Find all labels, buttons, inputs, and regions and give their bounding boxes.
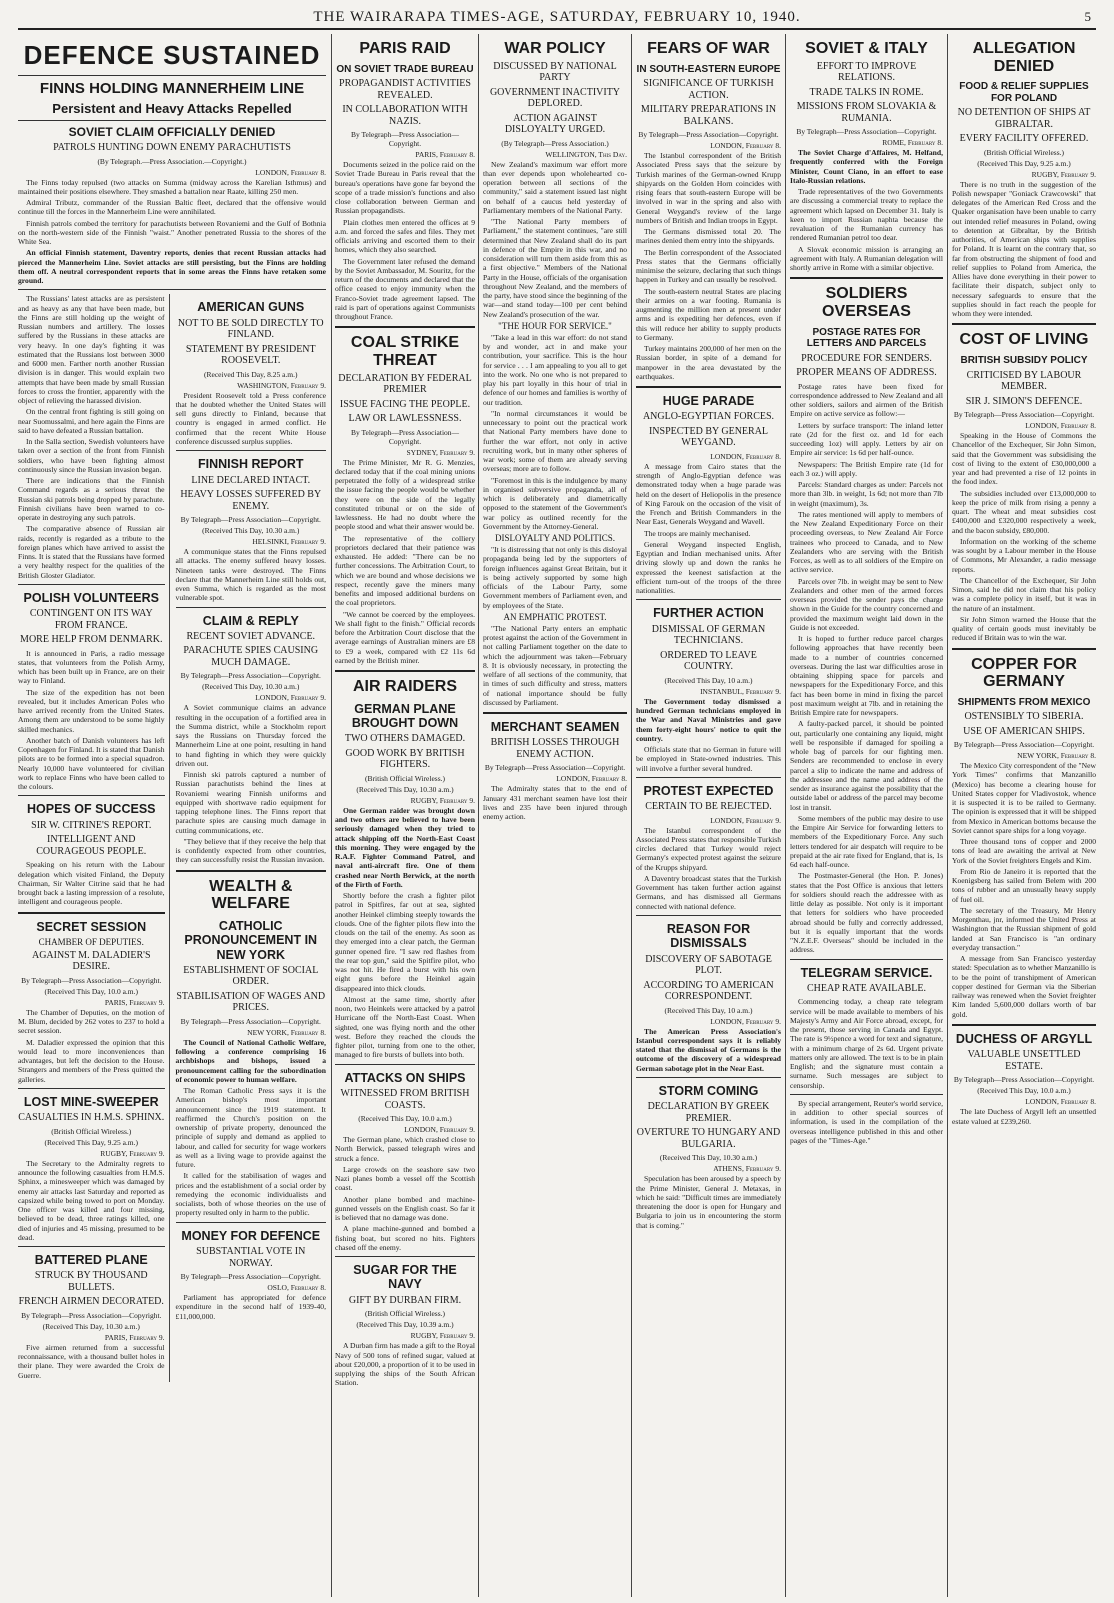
article-parade xyxy=(636,394,781,595)
crosshead: DISLOYALTY AND POLITICS. xyxy=(494,533,616,544)
paragraph: "We cannot be coerced by the employees. We shall fight to the finish." Official records before the Arbitration Court disclose that the average earnings of Australian miners are £8 to £9 a week, compared with £2 11s 6d earned by the British miner. xyxy=(335,609,475,665)
credit-line: (British Official Wireless.) xyxy=(983,147,1065,157)
paragraph: "Foremost in this is the indulgence by many in organised subversive propaganda, all of which is deliberately and diametrically opposed to the statement of the Government's war policy as outlined recently for the Government by the Attorney-General. xyxy=(483,475,627,531)
headline: SECRET SESSION xyxy=(36,919,147,934)
dateline: PARIS, February 9. xyxy=(104,1332,165,1342)
subheadline: DECLARATION BY GREEK PREMIER. xyxy=(647,1101,770,1124)
paragraph: Another batch of Danish volunteers has left Copenhagen for Finland. It is stated that Danish pilots are to be formed into a special squadron. Nearly 10,000 have volunteered for civilian work to replace Finns who have been called to the colours. xyxy=(18,735,165,792)
dateline: RUGBY, February 9. xyxy=(410,795,475,805)
dateline: HELSINKI, February 9. xyxy=(252,537,326,546)
dateline: NEW YORK, February 8. xyxy=(1017,751,1096,761)
paragraph: Speaking on his return with the Labour delegation which visited Finland, the Deputy Chairman, Sir Walter Citrine said that he had brought back a lasting impression of a resolute, intelligent and courageous people. xyxy=(18,860,165,907)
subheadline: ACTION AGAINST DISLOYALTY URGED. xyxy=(504,112,606,136)
subheadline: WITNESSED FROM BRITISH COASTS. xyxy=(340,1088,470,1111)
dateline: WASHINGTON, February 9. xyxy=(237,380,326,390)
dateline: ATHENS, February 9. xyxy=(713,1164,781,1174)
paragraph: The south-eastern neutral States are placing their armies on a war footing. Rumania is augmenting the million men at present under arms and is expediting her defences, even if this will reduce her ability to supply products to Germany. xyxy=(636,286,781,342)
paragraph: A plane machine-gunned and bombed a fishing boat, but scored no hits. Fighters chased off the enemy. xyxy=(335,1224,475,1252)
subheadline: ANGLO-EGYPTIAN FORCES. xyxy=(642,411,775,423)
article-shipsattack xyxy=(335,1071,475,1252)
article-soldiers xyxy=(790,285,943,954)
credit-line: By Telegraph—Press Association—Copyright. xyxy=(180,1272,321,1282)
paragraph: A message from San Francisco yesterday stated: Speculation as to whether Manzanillo is to be the point of transhipment of American copper destined for German via the Siberian railway was renewed when the Soviet freighter Kim landed 5,600,000 dollars worth of bar gold. xyxy=(952,954,1096,1019)
paragraph: The troops are mainly mechanised. xyxy=(644,528,751,538)
article-copper xyxy=(952,656,1096,1019)
dateline: WELLINGTON, This Day. xyxy=(545,149,627,159)
headline: ALLEGATION DENIED xyxy=(972,40,1076,75)
paragraph: The Secretary to the Admiralty regrets to announce the following casualties from H.M.S. Sphinx, a minesweeper which was damaged by enemy air attacks last Saturday and reported as capsized while being towed to port on Monday. One officer was killed and four missing, believed to be dead, three ratings killed, one died of injuries and 45 missing, presumed to be dead. xyxy=(18,1158,165,1242)
subheadline: DECLARATION BY FEDERAL PREMIER xyxy=(338,372,472,396)
subheadline: CONTINGENT ON ITS WAY FROM FRANCE. xyxy=(29,608,153,631)
paragraph: The secretary of the Treasury, Mr Henry Morgenthau, jnr, informed the United Press at Washington that the Russian shipment of gold landed at San Francisco is "an ordinary everyday transaction." xyxy=(952,905,1096,952)
paragraph: Parliament has appropriated for defence expenditure in the second half of 1939-40, £11,000,000. xyxy=(175,1293,326,1321)
credit-line: (By Telegraph—Press Association.) xyxy=(501,138,609,148)
paragraph: Almost at the same time, shortly after noon, two Heinkels were attacked by a patrol Hurricane off the North-East Coast. When sighted, one was flying north and the other west. Before they reached the clouds the fighter pilot, turning from one to the other, managed to fire bursts of bullets into both. xyxy=(335,994,475,1060)
subheadline: DISCOVERY OF SABOTAGE PLOT. xyxy=(645,953,772,977)
paragraph: "It is distressing that not only is this disloyal propaganda being led by the supporters of foreign influences against Great Britain, but it is being actively supported by some high officials of the Labour Party, some Government members of Parliament even, and by employees of the State. xyxy=(483,545,627,610)
dateline: LONDON, February 8. xyxy=(556,774,627,784)
paragraph: On the central front fighting is still going on near Suomussalmi, and here again the Finns are said to have defeated a Russian battalion. xyxy=(18,407,165,435)
subheadline: CHEAP RATE AVAILABLE. xyxy=(807,982,926,994)
paragraph: The rates mentioned will apply to members of the New Zealand Expeditionary Force on their proceeding overseas, to New Zealand Air Force trainees who proceed to Canada, and to New Zealanders who are serving with the British Forces, as well as to all soldiers of the Empire on active service. xyxy=(790,509,943,575)
paragraph: The comparative absence of Russian air raids, recently is regarded as a tribute to the foreign planes which have arrived to assist the Finns. It is stated that the Russians have formed a very healthy respect for the qualities of the British Gloster Gladiator. xyxy=(18,524,165,580)
received-line: (Received This Day, 10.30 a.m.) xyxy=(356,784,454,794)
headline: STORM COMING xyxy=(658,1083,759,1098)
subheadline: SIGNIFICANCE OF TURKISH ACTION. xyxy=(643,78,774,101)
subheadline: SIR W. CITRINE'S REPORT. xyxy=(31,819,152,831)
paragraph: The Prime Minister, Mr R. G. Menzies, declared today that if the coal mining unions perpetrated the folly of a widespread strike the issue facing the people would be whether they were on the side of the legally constituted tribunal or on the side of lawlessness. He had no doubt where the people stood and what their answer would be. xyxy=(335,457,475,532)
paragraph: There are indications that the Finnish Command regards as a serious threat the Russian ski patrols being dropped by parachute. Finnish civilians have been warned to co-operate in destroying any such patrols. xyxy=(18,476,165,522)
credit-line: By Telegraph—Press Association—Copyright. xyxy=(953,1075,1095,1085)
paragraph: There is no truth in the suggestion of the Polish newspaper "Goniack Crawcowski" that delegates of the American Red Cross and the Quaker organisation have been unable to carry out intended relief measures in Poland, owing to detention at Gibraltar, by the British authorities, of American ships with supplies for Poland. It is learnt on the contrary that, so far from obstructing the shipment of food and relief supplies to Poland from America, the Allies have done everything in their power to facilitate their dispatch, subject only to necessary safeguards to ensure that the supplies should in fact reach the people for whom they were intended. xyxy=(952,179,1096,319)
article-defence xyxy=(18,40,326,285)
credit-line: By Telegraph—Press Association—Copyright. xyxy=(21,975,162,985)
subheadline: PARACHUTE SPIES CAUSING MUCH DAMAGE. xyxy=(183,645,319,668)
paragraph: Another plane bombed and machine-gunned vessels on the English coast. So far it is believed that no damage was done. xyxy=(335,1194,475,1222)
paragraph: Letters by surface transport: The inland letter rate (2d for the first oz. and 1d for each succeeding 1oz) will apply. Letters by air on Empire air service: 1s 6d per half-ounce. xyxy=(790,420,943,458)
column-6 xyxy=(790,34,943,1597)
paragraph: Some members of the public may desire to use the Empire Air Service for forwarding letters to members of the Expeditionary Force. Any such letters tendered for air despatch will require to be prepaid at the air rate fixed for England, that is, 1s 6d each half-ounce. xyxy=(790,813,943,870)
paragraph: "The National Party members of Parliament," the statement continues, "are still determined that New Zealand shall do its part in defence of the Empire in this war, and no consideration will turn them aside from this as a first objective." Members of the National Party in the House, officials of the organisation throughout New Zealand, and the members of the party, have stood since the beginning of the war—and stand today—100 per cent behind New Zealand's prosecution of the war. xyxy=(483,217,627,319)
paragraph: A Slovak economic mission is arranging an agreement with Italy. A Rumanian delegation will shortly arrive in Rome with a similar objective. xyxy=(790,244,943,273)
credit-line: By Telegraph—Press Association—Copyright. xyxy=(180,671,321,681)
column-4 xyxy=(483,34,627,1597)
headline: DUCHESS OF ARGYLL xyxy=(955,1031,1093,1046)
received-line: (Received This Day, 10.0 a.m.) xyxy=(977,1086,1071,1096)
paragraph: One German raider was brought down and two others are believed to have been seriously damaged when they tried to attack shipping off the North-East Coast this morning. They were engaged by the R.A.F. Fighter Command Patrol, and naval anti-aircraft fire. One of them crashed near North Berwick, at the north of the Firth of Forth. xyxy=(335,805,475,889)
headline: PARIS RAID xyxy=(359,40,451,57)
dateline: OSLO, February 8. xyxy=(267,1283,326,1293)
paragraph: The Government today dismissed a hundred German technicians employed in the War and Naval Ministries and gave them forty-eight hours' notice to quit the country. xyxy=(636,696,781,743)
credit-line: (British Official Wireless.) xyxy=(51,1126,132,1136)
credit-line: By Telegraph—Press Association—Copyright. xyxy=(953,410,1095,420)
paragraph: A Daventry broadcast states that the Turkish Government has taken further action against Germans, and has dismissed all Germans connected with national defence. xyxy=(636,873,781,911)
article-sugar xyxy=(335,1263,475,1388)
received-line: (Received This Day, 9.25 a.m.) xyxy=(44,1137,139,1147)
paragraph: Commencing today, a cheap rate telegram service will be made available to members of his Majesty's Army and Air Force abroad, except, for the present, those serving in Canada and Egypt. The rate is 9½pence a word for text and signature, with a minimum charge of 2s 6d. Urgent private matters only are allowed. The text is to be in plain English; and the signature must contain a surname. Such messages are subject to censorship. xyxy=(790,997,943,1090)
received-line: (Received This Day, 9.25 a.m.) xyxy=(977,158,1071,168)
paragraph: The Istanbul correspondent of the Associated Press states that responsible Turkish circles declared that Turkey would reject Germany's expected protest against the seizure of the Krupps shipyard. xyxy=(636,825,781,872)
credit-line: By Telegraph—Press Association—Copyright. xyxy=(21,1310,162,1320)
paragraph: It is announced in Paris, a radio message states, that volunteers from the Polish Army, which has been built up in France, are on their way to Finland. xyxy=(18,648,165,686)
paragraph: Admiral Tributz, commander of the Russian Baltic fleet, declared that the offensive would continue till the forces in the Mannerheim Line were annihilated. xyxy=(18,198,326,217)
article-hopes xyxy=(18,802,165,906)
subheadline: CERTAIN TO BE REJECTED. xyxy=(645,801,772,813)
paragraph: The representative of the colliery proprietors declared that their patience was exhausted. He added: "There can be no further concessions. The Arbitration Court, to which we are bound and whose decisions we respect, recently gave the miners many benefits and imposed additional burdens on the coal proprietors. xyxy=(335,533,475,608)
subheadline: PROCEDURE FOR SENDERS. xyxy=(801,352,932,364)
subheadline: EFFORT TO IMPROVE RELATIONS. xyxy=(816,60,917,84)
article-fears xyxy=(636,40,781,381)
dateline: RUGBY, February 9. xyxy=(410,1331,475,1341)
headline: PROTEST EXPECTED xyxy=(643,783,774,798)
received-line: (Received This Day, 10.30 a.m.) xyxy=(42,1321,140,1331)
headline: COST OF LIVING xyxy=(959,331,1089,349)
column-rule xyxy=(478,34,479,1597)
dateline: LONDON, February 9. xyxy=(404,1125,475,1134)
article-reason xyxy=(636,922,781,1073)
headline: DEFENCE SUSTAINED xyxy=(23,40,321,70)
paragraph: The Chamber of Deputies, on the motion of M. Blum, decided by 262 votes to 237 to hold a secret session. xyxy=(18,1007,165,1036)
paragraph: "They believe that if they receive the help that is confidently expected from other countries, they can successfully resist the Russian invasion. xyxy=(175,836,326,865)
subheadline: STABILISATION OF WAGES AND PRICES. xyxy=(176,990,326,1014)
paragraph: The size of the expedition has not been revealed, but it includes American Poles who have arrived recently from the United States. Among them are understood to be some highly skilled mechanics. xyxy=(18,687,165,734)
headline: FEARS OF WAR xyxy=(647,40,770,57)
article-storm xyxy=(636,1084,781,1230)
crosshead: "THE HOUR FOR SERVICE." xyxy=(498,320,612,331)
credit-line: By Telegraph—Press Association—Copyright. xyxy=(484,763,626,773)
subheadline: OSTENSIBLY TO SIBERIA. xyxy=(964,711,1084,723)
headline: MONEY FOR DEFENCE xyxy=(181,1228,321,1243)
paragraph: A Durban firm has made a gift to the Royal Navy of 500 tons of refined sugar, valued at about £20,000, a proportion of it to be used in supplying the ships of the South African Station. xyxy=(335,1341,475,1388)
headline: LOST MINE-SWEEPER xyxy=(23,1094,159,1109)
headline: WEALTH & WELFARE xyxy=(209,877,293,913)
subheadline: ISSUE FACING THE PEOPLE. xyxy=(339,398,471,410)
paragraph: The American Press Association's Istanbul correspondent says it is reliably stated that the dismissal of Germans is the outcome of the discovery of a widespread German sabotage plot in the Near East. xyxy=(636,1026,781,1073)
credit-line: (British Official Wireless.) xyxy=(364,773,446,783)
article-money xyxy=(176,1229,326,1321)
received-line: (Received This Day, 8.25 a.m.) xyxy=(204,369,298,379)
subheadline: DISMISSAL OF GERMAN TECHNICIANS. xyxy=(651,623,766,647)
dateline: LONDON, February 9. xyxy=(255,693,326,703)
dateline: NEW YORK, February 8. xyxy=(247,1027,326,1037)
paragraph: The Germans dismissed total 20. The marines denied them entry into the shipyards. xyxy=(636,227,781,246)
paragraph: In the Salla section, Swedish volunteers have taken over a section of the front from Finnish soldiers, who have been fighting almost continuously since the Russian invasion began. xyxy=(18,437,165,474)
subheadline: PATROLS HUNTING DOWN ENEMY PARACHUTISTS xyxy=(53,142,291,153)
subheadline: AGAINST M. DALADIER'S DESIRE. xyxy=(31,949,151,973)
headline: MERCHANT SEAMEN xyxy=(490,720,620,735)
article-american xyxy=(176,300,326,446)
subheadline: GOOD WORK BY BRITISH FIGHTERS. xyxy=(345,747,465,771)
subheadline: MILITARY PREPARATIONS IN BALKANS. xyxy=(640,104,777,127)
headline: WAR POLICY xyxy=(504,40,606,57)
article-protest xyxy=(636,784,781,911)
headline: POLISH VOLUNTEERS xyxy=(23,590,159,605)
paragraph: "Take a lead in this war effort: do not stand by and wonder, act in and make your contribution, your sacrifice. This is the hour for service . . . I am appealing to you all to get into the work. No one who is not prepared to play his part loyally in this hour of trial in defence of our homes and families is worthy of our tradition. xyxy=(483,332,627,407)
article-secret xyxy=(18,920,165,1084)
subheadline: TWO OTHERS DAMAGED. xyxy=(344,733,466,745)
subheadline: FOOD & RELIEF SUPPLIES FOR POLAND xyxy=(959,81,1089,104)
crosshead: AN EMPHATIC PROTEST. xyxy=(503,611,607,622)
headline: FURTHER ACTION xyxy=(653,606,764,621)
subheadline: STRUCK BY THOUSAND BULLETS. xyxy=(34,1270,148,1293)
subheadline: GOVERNMENT INACTIVITY DEPLORED. xyxy=(489,86,621,110)
subheadline: INTELLIGENT AND COURAGEOUS PEOPLE. xyxy=(36,834,147,857)
dateline: PARIS, February 9. xyxy=(104,997,165,1007)
headline: REASON FOR DISMISSALS xyxy=(666,921,751,951)
subheadline: SUBSTANTIAL VOTE IN NORWAY. xyxy=(196,1246,306,1269)
received-line: (Received This Day, 10.30 a.m.) xyxy=(202,682,300,692)
subheadline: TRADE TALKS IN ROME. xyxy=(809,86,924,98)
paragraph: General Weygand inspected English, Egyptian and Indian mechanised units. After driving slowly up and down the ranks he expressed the keenest satisfaction at the efficient turn-out of the troops of the three nationalities. xyxy=(636,539,781,596)
received-line: (Received This Day, 10.0 a.m.) xyxy=(358,1114,452,1123)
column-3 xyxy=(335,34,475,1597)
dateline: ROME, February 8. xyxy=(882,138,943,148)
column-5 xyxy=(636,34,781,1597)
headline: COAL STRIKE THREAT xyxy=(350,334,460,369)
article-merchant xyxy=(483,720,627,821)
article-soviet xyxy=(790,40,943,272)
subheadline: PROPER MEANS OF ADDRESS. xyxy=(796,367,937,379)
dateline: INSTANBUL, February 9. xyxy=(700,686,781,696)
received-line: (Received This Day, 10 a.m.) xyxy=(664,1005,753,1015)
paragraph: "The National Party enters an emphatic protest against the action of the Government in not calling Parliament together on the date to which the adjournment was taken—February 8. It is obviously necessary, in protecting the welfare of all sections of the community, that in times of such difficulty and stress, matters of national importance should be fully discussed by Parliament. xyxy=(483,623,627,707)
paragraph: It called for the stabilisation of wages and prices and the establishment of a social order by remedying the economic individualists and socialists, both of whose theories on the use of property resulted only in harm to the public. xyxy=(175,1171,326,1218)
subheadline: ON SOVIET TRADE BUREAU xyxy=(336,63,474,75)
dateline: RUGBY, February 9. xyxy=(1031,169,1096,179)
headline: AMERICAN GUNS xyxy=(197,300,305,315)
subheadline: IN SOUTH-EASTERN EUROPE xyxy=(636,63,781,75)
subheadline: MORE HELP FROM DENMARK. xyxy=(20,634,163,646)
headline: SOLDIERS OVERSEAS xyxy=(822,285,911,320)
received-line: (Received This Day, 10.0 a.m.) xyxy=(44,986,139,996)
paragraph: The Soviet Charge d'Affaires, M. Helfand, frequently conferred with the Foreign Minister, Count Ciano, in an effort to ease Italo-Russian relations. xyxy=(790,148,943,185)
credit-line: By Telegraph—Press Association—Copyright. xyxy=(350,427,460,446)
subheadline: MISSIONS FROM SLOVAKIA & RUMANIA. xyxy=(796,101,937,124)
credit-line: By Telegraph—Press Association—Copyright. xyxy=(350,130,460,149)
article-warpolicy xyxy=(483,40,627,707)
article-polish xyxy=(18,591,165,792)
subheadline: CATHOLIC PRONOUNCEMENT IN NEW YORK xyxy=(184,918,318,962)
received-line: (Received This Day, 10.39 a.m.) xyxy=(356,1320,454,1330)
subheadline: RECENT SOVIET ADVANCE. xyxy=(186,630,316,642)
subcolumn xyxy=(176,294,326,1382)
headline: FINNISH REPORT xyxy=(197,457,304,472)
subheadline: VALUABLE UNSETTLED ESTATE. xyxy=(967,1049,1081,1072)
headline: CLAIM & REPLY xyxy=(202,613,299,628)
paragraph: The Chancellor of the Exchequer, Sir John Simon, said he did not claim that his policy was a complete policy in itself, but it was in the nature of an instalment. xyxy=(952,575,1096,613)
subheadline: ACCORDING TO AMERICAN CORRESPONDENT. xyxy=(643,979,774,1003)
paragraph: An official Finnish statement, Daventry reports, denies that recent Russian attacks had pierced the Mannerheim Line. Soviet attacks are still persisting, but the Finns are holding them off. A neutral correspondent reports that in some areas the Finns have retaken some ground. xyxy=(18,248,326,285)
subheadline: ESTABLISHMENT OF SOCIAL ORDER. xyxy=(183,964,319,988)
paragraph: The Council of National Catholic Welfare, following a conference comprising 16 archbishops and bishops, issued a pronouncement calling for the subordination of economic power to human welfare. xyxy=(175,1037,326,1084)
headline: ATTACKS ON SHIPS xyxy=(344,1070,466,1085)
subheadline: GERMAN PLANE BROUGHT DOWN xyxy=(351,701,459,730)
article-cost xyxy=(952,331,1096,642)
article-raiders xyxy=(335,678,475,1060)
paragraph: Sir John Simon warned the House that the quality of certain goods must inevitably be reduced if Britain was to win the war. xyxy=(952,614,1096,643)
paragraph: Finnish patrols combed the territory for parachutists between Rovaniemi and the Gulf of Bothnia on the north-western side of the Finnish "waist." Another penetrated Russia to the shores of the White Sea. xyxy=(18,218,326,246)
received-line: (Received This Day, 10.30 a.m.) xyxy=(202,526,300,535)
dateline: LONDON, February 8. xyxy=(710,141,781,151)
paragraph: The late Duchess of Argyll left an unsettled estate valued at £239,260. xyxy=(952,1107,1096,1126)
subheadline: INSPECTED BY GENERAL WEYGAND. xyxy=(648,425,769,449)
dateline: LONDON, February 8. xyxy=(710,451,781,461)
article-argyll xyxy=(952,1032,1096,1126)
paragraph: "In normal circumstances it would be unnecessary to point out the practical work that National Party members have done to further the war effort, not only in active recruiting work, but in many other spheres of war work; some of them are already serving overseas; more are to follow. xyxy=(483,408,627,474)
paragraph: The German plane, which crashed close to North Berwick, passed telegraph wires and struck a fence. xyxy=(335,1135,475,1163)
paragraph: A faulty-packed parcel, it should be pointed out, particularly one containing any liquid, might well be responsible if damaged for spoiling a whole bag of parcels for our fighting men. Senders are recommended to enclose in every parcel a slip to indicate the name and address of the addressee and the name and address of the sender as insurance against the possibility that the outside label or address of the parcel may become lost in transit. xyxy=(790,719,943,812)
subheadline: STATEMENT BY PRESIDENT ROOSEVELT. xyxy=(185,343,316,367)
article-coal xyxy=(335,334,475,665)
paragraph: The Istanbul correspondent of the British Associated Press says that the seizure by Turkish marines of the German-owned Krupp shipyards on the Golden Horn coincides with rising fears that south-eastern Europe will be involved in war in the spring and also with General Weygand's review of the large numbers of British and Indian troops in Egypt. xyxy=(636,151,781,225)
article-mine xyxy=(18,1095,165,1242)
paragraph: The subsidies included over £13,000,000 to keep the price of milk from rising a penny a quart. The wheat and meat subsidies cost £400,000 and £320,000 respectively a week, and the bacon subsidy, £80,000. xyxy=(952,488,1096,535)
subcolumn xyxy=(18,294,170,1382)
dateline: SYDNEY, February 9. xyxy=(406,447,475,457)
headline: COPPER FOR GERMANY xyxy=(971,655,1077,691)
dateline: PARIS, February 8. xyxy=(415,150,475,160)
headline: SOVIET & ITALY xyxy=(805,40,928,57)
received-line: (Received This Day, 10.30 a.m.) xyxy=(659,1153,758,1163)
credit-line: (British Official Wireless.) xyxy=(364,1309,446,1319)
paragraph: Speculation has been aroused by a speech by the Prime Minister, General J. Metaxas, in which he said: "Difficult times are immediately threatening the door is open for Hungary and Bulgaria to join us in encountering the storm that is coming." xyxy=(636,1174,781,1230)
credit-line: (By Telegraph.—Press Association.—Copyright.) xyxy=(97,156,247,166)
paragraph: M. Daladier expressed the opinion that this would lead to more inconveniences than advantages, but left the decision to the House. Strangers and members of the Press quitted the galleries. xyxy=(18,1037,165,1084)
subheadline: NO DETENTION OF SHIPS AT GIBRALTAR. xyxy=(957,107,1091,130)
page-number: 5 xyxy=(1084,9,1092,24)
credit-line: By Telegraph—Press Association—Copyright. xyxy=(953,740,1095,750)
paragraph: Information on the working of the scheme was sought by a Labour member in the House of Commons, Mr Alexander, a radio message reports. xyxy=(952,536,1096,574)
column-rule xyxy=(631,34,632,1597)
paragraph: The Postmaster-General (the Hon. P. Jones) states that the Post Office is anxious that letters for soldiers should reach the addressee with as little delay as possible. Not only is it important that letters for soldiers who have proceeded abroad should be fully and correctly addressed, but it is equally important that the words "N.Z.E.F. Overseas" should be included in the address. xyxy=(790,871,943,955)
subheadline: ORDERED TO LEAVE COUNTRY. xyxy=(660,649,757,673)
subheadline: FRENCH AIRMEN DECORATED. xyxy=(18,1296,164,1308)
paragraph: Speaking in the House of Commons the Chancellor of the Exchequer, Sir John Simon, said that the Government was subsidising the cost of living to the extent of £30,000,000 a year and had prevented a rise of 12 points in the food index. xyxy=(952,431,1096,487)
paragraph: Trade representatives of the two Governments are discussing a commercial treaty to replace the agreement which lapsed on December 31. Italy is keen to import Russian naphta because the revaluation of the Rumanian currency has rendered Rumanian petrol too dear. xyxy=(790,187,943,243)
paragraph: It is hoped to further reduce parcel charges following approaches that have recently been made to a number of countries concerned overseas. During the last war difficulties arose in obtaining shipping space for parcels and newspapers for the Expeditionary Force, and this fact has been borne in mind in fixing the parcel post maximum weight at 7lb. and in retaining the British Empire rate for newspapers. xyxy=(790,634,943,718)
subheadline: LINE DECLARED INTACT. xyxy=(191,474,311,486)
credit-line: By Telegraph—Press Association—Copyright. xyxy=(180,515,321,524)
article-claim xyxy=(176,614,326,835)
subheadline: IN COLLABORATION WITH NAZIS. xyxy=(342,104,468,127)
subheadline: Persistent and Heavy Attacks Repelled xyxy=(52,101,292,116)
paragraph: The Government later refused the demand by the Soviet Ambassador, M. Souritz, for the return of the documents and declared that the office ceased to enjoy immunity when the Franco-Soviet trade agreement lapsed. The raid is part of operations against Communists throughout France. xyxy=(335,256,475,322)
paragraph: Officials state that no German in future will be employed in State-owned industries. This will involve a further several hundred. xyxy=(636,745,781,773)
paragraph: A Soviet communique claims an advance resulting in the occupation of a fortified area in the Summa district, while a Stockholm report says the Russians on Thursday forced the Mannerheim Line at one point, resulting in hand to hand fighting in which they were quickly driven out. xyxy=(175,703,326,768)
column-rule xyxy=(947,34,948,1597)
subheadline: DISCUSSED BY NATIONAL PARTY xyxy=(493,60,617,84)
paragraph: Plain clothes men entered the offices at 9 a.m. and forced the safes and files. They met officials arriving and escorted them to their homes, which they also searched. xyxy=(335,217,475,255)
dateline: LONDON, February 8. xyxy=(255,167,326,177)
credit-line: By Telegraph—Press Association—Copyright. xyxy=(638,130,779,140)
headline: TELEGRAM SERVICE. xyxy=(800,965,933,980)
paragraph: Postage rates have been fixed for correspondence addressed to New Zealand and all other soldiers, sailors and airmen of the British Empire on active service as follow:— xyxy=(790,381,943,419)
paragraph: The Mexico City correspondent of the "New York Times" confirms that Manzanillo (Mexico) has become a clearing house for United States copper for Vladivostok, whence it is suspected it is to be railed to Germany. The opinion is expressed that it will be shipped from Mexico in American bottoms because the Soviet cannot spare ships for a long voyage. xyxy=(952,761,1096,835)
headline: HOPES OF SUCCESS xyxy=(27,802,156,817)
paragraph: Shortly before the crash a fighter pilot patrol in Spitfires, far out at sea, sighted another Heinkel climbing steeply towards the clouds. One of the fighter pilots flew into the clouds on the tail of the enemy. As soon as they emerged into a clear patch, the German gunner opened fire. "I saw red flashes from the rear top gun," said the Spitfire pilot, who was not hit. He fired a burst with his own eight guns before the Heinkel again disappeared into thick clouds. xyxy=(335,891,475,993)
subheadline: POSTAGE RATES FOR LETTERS AND PARCELS xyxy=(806,326,927,350)
dateline: LONDON, February 9. xyxy=(710,815,781,825)
dateline: LONDON, February 8. xyxy=(1025,1097,1096,1107)
paragraph: Three thousand tons of copper and 2000 tons of lead are awaiting the arrival at New York of the Soviet freighters Engels and Kim. xyxy=(952,837,1096,865)
paragraph: Five airmen returned from a successful reconnaissance, with a thousand bullet holes in their plane. They were awarded the Croix de Guerre. xyxy=(18,1342,165,1380)
received-line: (Received This Day, 10 a.m.) xyxy=(664,675,753,685)
credit-line: By Telegraph—Press Association—Copyright. xyxy=(180,1016,321,1026)
credit-line: By Telegraph—Press Association—Copyright. xyxy=(796,127,937,137)
subheadline: GIFT BY DURBAN FIRM. xyxy=(348,1294,462,1306)
article-wealth xyxy=(176,878,326,1218)
subheadline: SIR J. SIMON'S DEFENCE. xyxy=(965,395,1083,407)
paragraph: The Finns today repulsed (two attacks on Summa (midway across the Karelian Isthmus) and maintained their positions elsewhere. They smashed a battalion near Raate, killing 250 men. xyxy=(18,177,326,196)
subheadline: USE OF AMERICAN SHIPS. xyxy=(963,725,1085,737)
paragraph: President Roosevelt told a Press conference that he doubted whether the United States will sell guns directly to Finland, because that country is engaged in armed conflict. He confirmed that the recent White House conference discussed surplus supplies. xyxy=(175,390,326,446)
subheadline: SOVIET CLAIM OFFICIALLY DENIED xyxy=(68,125,276,139)
subheadline: NOT TO BE SOLD DIRECTLY TO FINLAND. xyxy=(177,317,324,341)
subheadline: EVERY FACILITY OFFERED. xyxy=(959,133,1089,145)
paragraph: Newspapers: The British Empire rate (1d for each 3 oz.) will apply. xyxy=(790,459,943,478)
subheadline: OVERTURE TO HUNGARY AND BULGARIA. xyxy=(636,1127,781,1150)
subheadline: CASUALTIES IN H.M.S. SPHINX. xyxy=(18,1112,165,1124)
masthead xyxy=(18,6,1096,30)
column-rule xyxy=(785,34,786,1597)
paragraph: Large crowds on the seashore saw two Nazi planes bomb a vessel off the Scottish coast. xyxy=(335,1164,475,1193)
subheadline: SHIPMENTS FROM MEXICO xyxy=(957,696,1091,708)
article-telegram xyxy=(790,966,943,1146)
dateline: RUGBY, February 9. xyxy=(100,1148,165,1158)
article-finnish xyxy=(176,457,326,602)
paragraph: Documents seized in the police raid on the Soviet Trade Bureau in Paris reveal that the bureau's operations have gone far beyond the scope of a trade mission's functions and also close collaboration between German and Russian propagandists. xyxy=(335,160,475,216)
paragraph: The Berlin correspondent of the Associated Press states that the Germans officially minimise the seizure, declaring that such things happen in Turkey and can usually be resolved. xyxy=(636,247,781,285)
subheadline: BRITISH LOSSES THROUGH ENEMY ACTION. xyxy=(490,737,620,760)
column-7 xyxy=(952,34,1096,1597)
article-battered xyxy=(18,1253,165,1380)
subheadline: CRITICISED BY LABOUR MEMBER. xyxy=(966,369,1082,393)
paragraph: By special arrangement, Reuter's world service, in addition to other special sources of information, is used in the compilation of the overseas intelligence published in this and other pages of the "Times-Age." xyxy=(790,1098,943,1145)
paragraph: A communique states that the Finns repulsed all attacks. The enemy suffered heavy losses. Nineteen tanks were destroyed. The Finns declare that the Mannerheim Line still holds out, even Summa, which is regarded as the most vulnerable spot. xyxy=(175,547,326,603)
subheadline: LAW OR LAWLESSNESS. xyxy=(348,413,462,425)
headline: SUGAR FOR THE NAVY xyxy=(353,1263,457,1292)
paragraph: New Zealand's maximum war effort more than ever depends upon wholehearted co-operation between all sections of the community," said a statement issued last night on behalf of a caucus held yesterday of Parliamentary members of the National Party. xyxy=(483,159,627,215)
dateline: LONDON, February 9. xyxy=(710,1016,781,1026)
subheadline: CHAMBER OF DEPUTIES. xyxy=(38,936,144,947)
paragraph: The Russians' latest attacks are as persistent and as heavy as any that have been made, but the Finns are still holding up the weight of Russian numbers and artillery. The losses suffered by the Russians in these attacks are very heavy. In one day's fighting it was estimated that the Russians lost between 3000 and 6000 men. Farther north another Russian division is in danger. This would explain two attempts that have been made by small Russian forces to cross the frontier, apparently with the object of relieving the harassed division. xyxy=(18,294,165,405)
subheadline: PROPAGANDIST ACTIVITIES REVEALED. xyxy=(339,78,471,101)
paragraph: Finnish ski patrols captured a number of Russian parachutists behind the lines at Rovaniemi wearing Finnish uniforms and equipped with shortwave radio equipment for tapping telephone lines. The Finns report that parachute spies are causing much damage in cutting communications, etc. xyxy=(175,770,326,835)
subheadline: FINNS HOLDING MANNERHEIM LINE xyxy=(39,80,305,97)
article-further xyxy=(636,606,781,772)
paragraph: Turkey maintains 200,000 of her men on the Russian border, in spite of a demand for manpower in the area devastated by the earthquakes. xyxy=(636,344,781,381)
paragraph: A message from Cairo states that the strength of Anglo-Egyptian defence was demonstrated today when a huge parade was held on the desert of Heliopolis in the presence of King Farouk on the occasion of the visit of the French and British Commanders in the Near East, Generals Weygand and Wavell. xyxy=(636,461,781,527)
headline: BATTERED PLANE xyxy=(34,1253,148,1267)
subheadline: BRITISH SUBSIDY POLICY xyxy=(960,355,1088,367)
column-rule xyxy=(331,34,332,1597)
paragraph: Parcels: Standard charges as under: Parcels not more than 3lb. in weight, 1s 6d; not more than 7lb in weight (maximum), 3s. xyxy=(790,480,943,508)
headline: HUGE PARADE xyxy=(662,394,755,409)
paragraph: The Admiralty states that to the end of January 431 merchant seamen have lost their lives and 235 have been injured through enemy action. xyxy=(483,784,627,822)
paragraph: The Roman Catholic Press says it is the American bishop's most important announcement since the 1919 statement. It reaffirmed the Church's position on the ownership of private property, denounced the principle of supply and demand as applied to labour, and called for security for wage workers as well as a living wage to provide against the future. xyxy=(175,1086,326,1170)
left-block xyxy=(18,34,326,1597)
article-parisraid xyxy=(335,40,475,321)
headline: AIR RAIDERS xyxy=(352,678,457,696)
paragraph: Parcels over 7lb. in weight may be sent to New Zealanders and other men of the armed forces overseas provided the sender pays the charge shown in the Guide for the country concerned and provided the maximum weight laid down in the Guide is not exceeded. xyxy=(790,576,943,632)
dateline: LONDON, February 8. xyxy=(1025,421,1096,431)
subheadline: HEAVY LOSSES SUFFERED BY ENEMY. xyxy=(180,489,322,512)
masthead-title: THE WAIRARAPA TIMES-AGE, SATURDAY, FEBRUARY 10, 1940. xyxy=(313,9,801,25)
article-allegation xyxy=(952,40,1096,318)
paragraph: From Rio de Janeiro it is reported that the Koenigsberg has sailed from Belem with 200 tons of rubber and an unusually heavy supply of fuel oil. xyxy=(952,866,1096,904)
